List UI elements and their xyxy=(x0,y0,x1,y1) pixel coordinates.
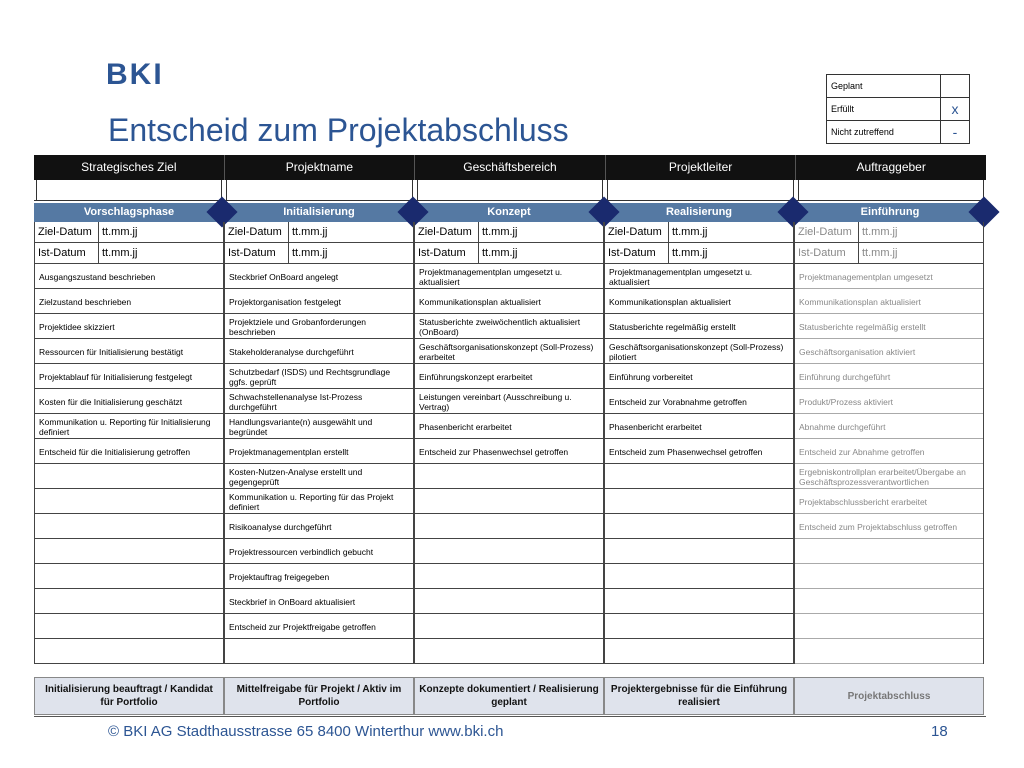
checklist-item xyxy=(795,564,983,589)
date-label: Ist-Datum xyxy=(605,243,669,263)
page-title: Entscheid zum Projektabschluss xyxy=(108,112,569,148)
checklist-item xyxy=(605,564,793,589)
checklist-item[interactable]: Entscheid zum Phasenwechsel getroffen xyxy=(605,439,793,464)
ist-datum-row xyxy=(414,243,604,264)
checklist-item[interactable]: Kommunikation u. Reporting für Initialisierung definiert xyxy=(35,414,223,439)
checklist-item[interactable]: Statusberichte regelmäßig erstellt xyxy=(795,314,983,339)
checklist-item xyxy=(605,514,793,539)
date-label: Ziel-Datum xyxy=(225,222,289,242)
ist-datum-row xyxy=(794,243,984,264)
date-label: Ist-Datum xyxy=(795,243,859,263)
date-value[interactable]: tt.mm.jj xyxy=(669,222,794,242)
header-projektleiter: Projektleiter xyxy=(606,155,797,180)
checklist-item xyxy=(605,464,793,489)
legend-row xyxy=(827,98,970,121)
date-value[interactable]: tt.mm.jj xyxy=(289,222,414,242)
phase-column xyxy=(224,222,414,664)
checklist-item xyxy=(795,589,983,614)
checklist-item xyxy=(605,614,793,639)
checklist-item[interactable]: Entscheid für die Initialisierung getroffen xyxy=(35,439,223,464)
phase-outcome: Projektergebnisse für die Einführung realisiert xyxy=(604,677,794,715)
checklist-item[interactable]: Entscheid zur Abnahme getroffen xyxy=(795,439,983,464)
checklist-item[interactable]: Einführung durchgeführt xyxy=(795,364,983,389)
checklist-item xyxy=(795,614,983,639)
checklist-item xyxy=(35,489,223,514)
checklist-item xyxy=(415,489,603,514)
phase-column xyxy=(794,222,984,664)
checklist-item[interactable]: Ergebniskontrollplan erarbeitet/Übergabe an Geschäftsprozessverantwortlichen xyxy=(795,464,983,489)
checklist-item[interactable]: Entscheid zum Projektabschluss getroffen xyxy=(795,514,983,539)
checklist-item[interactable]: Phasenbericht erarbeitet xyxy=(605,414,793,439)
checklist-item xyxy=(415,514,603,539)
checklist-item[interactable]: Entscheid zur Vorabnahme getroffen xyxy=(605,389,793,414)
bki-logo: BKI xyxy=(106,58,164,91)
checklist-item[interactable]: Steckbrief in OnBoard aktualisiert xyxy=(225,589,413,614)
checklist-item xyxy=(415,464,603,489)
checklist-item[interactable]: Schutzbedarf (ISDS) und Rechtsgrundlage ggfs. geprüft xyxy=(225,364,413,389)
checklist-item[interactable]: Einführung vorbereitet xyxy=(605,364,793,389)
phase-outcome: Konzepte dokumentiert / Realisierung geplant xyxy=(414,677,604,715)
checklist-item[interactable]: Projektmanagementplan umgesetzt u. aktualisiert xyxy=(415,264,603,289)
date-value[interactable]: tt.mm.jj xyxy=(859,243,984,263)
checklist-item xyxy=(415,589,603,614)
checklist-item xyxy=(415,564,603,589)
checklist-item[interactable]: Geschäftsorganisationskonzept (Soll-Prozess) erarbeitet xyxy=(415,339,603,364)
date-value[interactable]: tt.mm.jj xyxy=(99,243,224,263)
ziel-datum-row xyxy=(604,222,794,243)
checklist-item[interactable]: Kommunikation u. Reporting für das Projekt definiert xyxy=(225,489,413,514)
checklist-item[interactable]: Geschäftsorganisationskonzept (Soll-Prozess) pilotiert xyxy=(605,339,793,364)
checklist-item[interactable]: Geschäftsorganisation aktiviert xyxy=(795,339,983,364)
date-label: Ist-Datum xyxy=(225,243,289,263)
checklist-item[interactable]: Projektorganisation festgelegt xyxy=(225,289,413,314)
checklist-item xyxy=(415,639,603,664)
checklist-item[interactable]: Projektmanagementplan umgesetzt u. aktualisiert xyxy=(605,264,793,289)
legend-row xyxy=(827,75,970,98)
checklist-item xyxy=(415,614,603,639)
checklist-item xyxy=(35,564,223,589)
checklist-item[interactable]: Ausgangszustand beschrieben xyxy=(35,264,223,289)
date-value[interactable]: tt.mm.jj xyxy=(99,222,224,242)
legend-mark: x xyxy=(941,98,970,121)
date-value[interactable]: tt.mm.jj xyxy=(859,222,984,242)
legend-row xyxy=(827,121,970,144)
phase-outcome: Projektabschluss xyxy=(794,677,984,715)
checklist-item[interactable]: Entscheid zur Phasenwechsel getroffen xyxy=(415,439,603,464)
checklist-item[interactable]: Projektauftrag freigegeben xyxy=(225,564,413,589)
checklist-item xyxy=(35,539,223,564)
checklist-items xyxy=(34,264,224,664)
date-label: Ziel-Datum xyxy=(35,222,99,242)
projektname-field[interactable] xyxy=(226,180,412,200)
projektleiter-field[interactable] xyxy=(607,180,793,200)
checklist-item[interactable]: Einführungskonzept erarbeitet xyxy=(415,364,603,389)
checklist-item[interactable]: Projektziele und Grobanforderungen beschrieben xyxy=(225,314,413,339)
checklist-item xyxy=(795,639,983,664)
phase-column xyxy=(414,222,604,664)
geschaeftsbereich-field[interactable] xyxy=(417,180,603,200)
checklist-item xyxy=(35,589,223,614)
checklist-item[interactable]: Stakeholderanalyse durchgeführt xyxy=(225,339,413,364)
header-strategisches-ziel: Strategisches Ziel xyxy=(34,155,225,180)
strategisches-ziel-field[interactable] xyxy=(36,180,222,200)
project-input-row xyxy=(34,180,986,201)
date-label: Ist-Datum xyxy=(35,243,99,263)
legend-mark xyxy=(941,75,970,98)
phase-einfuehrung: Einführung xyxy=(794,203,986,222)
phase-vorschlagsphase: Vorschlagsphase xyxy=(34,203,224,222)
checklist-item xyxy=(35,464,223,489)
checklist-item[interactable]: Risikoanalyse durchgeführt xyxy=(225,514,413,539)
status-legend xyxy=(826,74,970,144)
legend-label: Nicht zutreffend xyxy=(827,121,941,144)
ist-datum-row xyxy=(604,243,794,264)
checklist-item[interactable]: Kommunikationsplan aktualisiert xyxy=(795,289,983,314)
checklist-item[interactable]: Statusberichte zweiwöchentlich aktualisiert (OnBoard) xyxy=(415,314,603,339)
checklist-item[interactable]: Schwachstellenanalyse Ist-Prozess durchgeführt xyxy=(225,389,413,414)
date-value[interactable]: tt.mm.jj xyxy=(289,243,414,263)
ist-datum-row xyxy=(34,243,224,264)
checklist-item[interactable]: Ressourcen für Initialisierung bestätigt xyxy=(35,339,223,364)
checklist-item[interactable]: Abnahme durchgeführt xyxy=(795,414,983,439)
checklist-items xyxy=(414,264,604,664)
project-header-row xyxy=(34,155,986,180)
checklist-item xyxy=(605,639,793,664)
date-value[interactable]: tt.mm.jj xyxy=(479,243,604,263)
phase-outcome: Initialisierung beauftragt / Kandidat für Portfolio xyxy=(34,677,224,715)
date-label: Ziel-Datum xyxy=(795,222,859,242)
checklist-item xyxy=(415,539,603,564)
checklist-item[interactable]: Projektmanagementplan erstellt xyxy=(225,439,413,464)
header-projektname: Projektname xyxy=(225,155,416,180)
date-value[interactable]: tt.mm.jj xyxy=(669,243,794,263)
checklist-items xyxy=(224,264,414,664)
legend-label: Geplant xyxy=(827,75,941,98)
checklist-item xyxy=(225,639,413,664)
auftraggeber-field[interactable] xyxy=(798,180,984,200)
date-label: Ziel-Datum xyxy=(605,222,669,242)
legend-mark: - xyxy=(941,121,970,144)
legend-label: Erfüllt xyxy=(827,98,941,121)
checklist-item[interactable]: Projektidee skizziert xyxy=(35,314,223,339)
ziel-datum-row xyxy=(34,222,224,243)
date-label: Ist-Datum xyxy=(415,243,479,263)
checklist-item[interactable]: Projektmanagementplan umgesetzt xyxy=(795,264,983,289)
checklist-item xyxy=(35,639,223,664)
checklist-item xyxy=(35,614,223,639)
checklist-item[interactable]: Produkt/Prozess aktiviert xyxy=(795,389,983,414)
phase-column xyxy=(34,222,224,664)
checklist-item[interactable]: Projektressourcen verbindlich gebucht xyxy=(225,539,413,564)
ziel-datum-row xyxy=(794,222,984,243)
ist-datum-row xyxy=(224,243,414,264)
header-geschaeftsbereich: Geschäftsbereich xyxy=(415,155,606,180)
phase-realisierung: Realisierung xyxy=(604,203,794,222)
copyright-text: © BKI AG Stadthausstrasse 65 8400 Winterthur www.bki.ch xyxy=(108,723,504,740)
phase-outcome: Mittelfreigabe für Projekt / Aktiv im Portfolio xyxy=(224,677,414,715)
checklist-item[interactable]: Zielzustand beschrieben xyxy=(35,289,223,314)
checklist-item[interactable]: Kommunikationsplan aktualisiert xyxy=(415,289,603,314)
checklist-item[interactable]: Entscheid zur Projektfreigabe getroffen xyxy=(225,614,413,639)
header-auftraggeber: Auftraggeber xyxy=(856,160,926,174)
checklist-item[interactable]: Steckbrief OnBoard angelegt xyxy=(225,264,413,289)
ziel-datum-row xyxy=(414,222,604,243)
checklist-item xyxy=(35,514,223,539)
checklist-item[interactable]: Kosten-Nutzen-Analyse erstellt und gegengeprüft xyxy=(225,464,413,489)
checklist-item[interactable]: Handlungsvariante(n) ausgewählt und begründet xyxy=(225,414,413,439)
phase-initialisierung: Initialisierung xyxy=(224,203,414,222)
phase-konzept: Konzept xyxy=(414,203,604,222)
checklist-item[interactable]: Phasenbericht erarbeitet xyxy=(415,414,603,439)
phase-column xyxy=(604,222,794,664)
checklist-item xyxy=(795,539,983,564)
checklist-item xyxy=(605,489,793,514)
ziel-datum-row xyxy=(224,222,414,243)
checklist-item[interactable]: Kommunikationsplan aktualisiert xyxy=(605,289,793,314)
checklist-item[interactable]: Leistungen vereinbart (Ausschreibung u. Vertrag) xyxy=(415,389,603,414)
checklist-item[interactable]: Kosten für die Initialisierung geschätzt xyxy=(35,389,223,414)
checklist-item xyxy=(605,589,793,614)
date-label: Ziel-Datum xyxy=(415,222,479,242)
phase-checklist xyxy=(34,155,986,715)
checklist-item[interactable]: Statusberichte regelmäßig erstellt xyxy=(605,314,793,339)
footer-divider xyxy=(34,716,986,717)
date-value[interactable]: tt.mm.jj xyxy=(479,222,604,242)
checklist-item[interactable]: Projektablauf für Initialisierung festgelegt xyxy=(35,364,223,389)
checklist-items xyxy=(604,264,794,664)
checklist-item[interactable]: Projektabschlussbericht erarbeitet xyxy=(795,489,983,514)
page-number: 18 xyxy=(931,723,948,740)
checklist-item xyxy=(605,539,793,564)
checklist-items xyxy=(794,264,984,664)
